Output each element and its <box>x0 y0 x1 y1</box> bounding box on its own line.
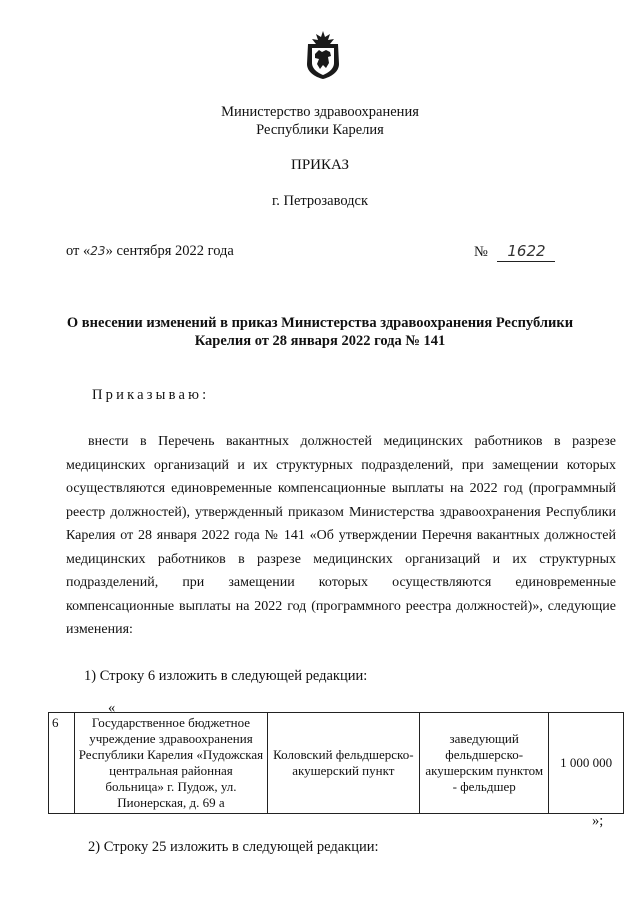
date-prefix: от « <box>66 243 91 259</box>
number-label: № <box>474 244 488 260</box>
body-line: компенсационные выплаты на 2022 год (программного реестра должностей)», следующие <box>66 598 616 614</box>
ministry-line-1: Министерство здравоохранения <box>221 104 419 120</box>
order-word: Приказываю: <box>92 387 210 403</box>
title-line-2: Карелия от 28 января 2022 года № 141 <box>194 333 446 349</box>
date-day-handwritten: 23 <box>90 244 106 258</box>
date-rest: » сентября 2022 года <box>105 243 234 259</box>
ministry-line-2: Республики Карелия <box>256 122 384 138</box>
number-handwritten: 1622 <box>507 242 546 260</box>
title-line-1: О внесении изменений в приказ Министерства здравоохранения Республики <box>66 315 574 331</box>
body-line: подразделений, при замещении которых осуществляются единовременные <box>66 575 616 590</box>
body-line: осуществляются единовременные компенсационные выплаты на 2022 год (программный <box>66 481 616 496</box>
body-line: внести в Перечень вакантных должностей медицинских работников в разрезе <box>88 434 616 449</box>
body-line: реестр должностей), утвержденный приказом Министерства здравоохранения Республики <box>66 504 616 520</box>
cell-position: заведующий фельдшерско-акушерским пунктом - фельдшер <box>420 713 549 814</box>
date-line <box>66 242 234 260</box>
item-1: 1) Строку 6 изложить в следующей редакции: <box>84 668 368 684</box>
close-quote: »; <box>592 813 604 829</box>
city-line: г. Петрозаводск <box>271 193 369 209</box>
body-line: Карелия от 28 января 2022 года № 141 «Об утверждении Перечня вакантных должностей <box>66 528 616 543</box>
cell-organization: Государственное бюджетное учреждение здравоохранения Республики Карелия «Пудожская центральная районная больница» г. Пудож, ул. Пионерская, д. 69 а <box>75 713 267 814</box>
table-row <box>49 713 624 814</box>
cell-unit: Коловский фельдшерско-акушерский пункт <box>267 713 419 814</box>
positions-table <box>48 712 624 814</box>
body-line: медицинских организаций и их структурных подразделений, при замещении которых <box>66 457 616 473</box>
karelia-emblem-icon <box>303 30 343 80</box>
item-2: 2) Строку 25 изложить в следующей редакции: <box>88 839 379 855</box>
open-quote: « <box>108 700 116 716</box>
document-type: ПРИКАЗ <box>291 157 349 173</box>
body-paragraph <box>66 430 616 642</box>
body-line: изменения: <box>66 622 133 637</box>
order-number <box>474 242 555 262</box>
cell-amount: 1 000 000 <box>549 713 624 814</box>
cell-number: 6 <box>49 713 75 814</box>
body-line: медицинских работников в разрезе медицинских организаций и их структурных <box>66 551 616 567</box>
